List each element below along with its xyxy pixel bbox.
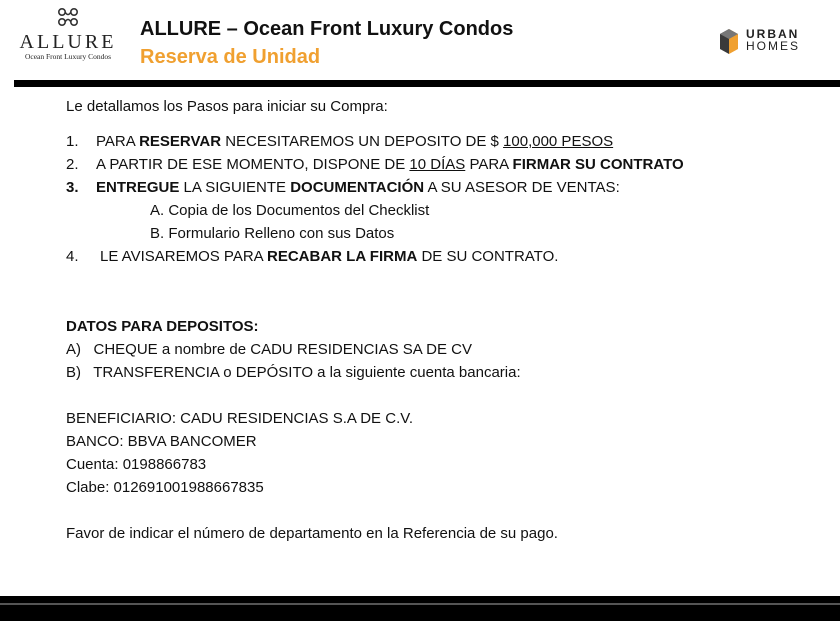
deadline-days: 10 DÍAS — [409, 156, 466, 173]
step-2 — [66, 153, 826, 176]
step-number: 3. — [66, 179, 79, 196]
bank-clabe: Clabe: 012691001988667835 — [66, 479, 264, 496]
step-4 — [66, 245, 826, 268]
bank-beneficiary: BENEFICIARIO: CADU RESIDENCIAS S.A DE C.V. — [66, 410, 414, 427]
deposit-option-b: B) TRANSFERENCIA o DEPÓSITO a la siguiente cuenta bancaria: — [66, 364, 521, 381]
allure-logo-word: ALLURE — [19, 31, 117, 53]
allure-logo — [18, 6, 118, 61]
deposits-heading-text: DATOS PARA DEPOSITOS: — [66, 318, 259, 335]
document-subtitle: Reserva de Unidad — [140, 46, 321, 68]
urban-homes-logo — [716, 24, 816, 64]
step-3-subitem-a: A. Copia de los Documentos del Checklist — [150, 202, 430, 219]
step-3 — [66, 176, 826, 199]
step-emphasis: ENTREGUE — [96, 179, 180, 196]
step-number: 4. — [66, 248, 79, 265]
step-text: A SU ASESOR DE VENTAS: — [424, 179, 620, 196]
footer-bar — [0, 596, 840, 621]
step-text: A PARTIR DE ESE MOMENTO, DISPONE DE — [96, 156, 410, 173]
step-text: NECESITAREMOS UN DEPOSITO DE $ — [221, 133, 504, 150]
step-text: LA SIGUIENTE — [179, 179, 291, 196]
urban-homes-wordmark — [746, 28, 800, 52]
header-divider — [14, 80, 840, 87]
document-body — [66, 95, 826, 545]
intro-text: Le detallamos los Pasos para iniciar su Compra: — [66, 98, 388, 115]
document-title: ALLURE – Ocean Front Luxury Condos — [140, 18, 514, 40]
payment-reference-note: Favor de indicar el número de departamento en la Referencia de su pago. — [66, 525, 558, 542]
footer-divider — [0, 603, 840, 605]
deposit-option-a: A) CHEQUE a nombre de CADU RESIDENCIAS SA DE CV — [66, 341, 472, 358]
step-emphasis: RECABAR LA FIRMA — [267, 248, 418, 265]
bank-name: BANCO: BBVA BANCOMER — [66, 433, 257, 450]
document-header — [0, 0, 840, 92]
step-3-subitem-b: B. Formulario Relleno con sus Datos — [150, 225, 395, 242]
urban-homes-word-top: URBAN — [746, 27, 800, 41]
step-text: LE AVISAREMOS PARA — [100, 248, 268, 265]
allure-logo-tagline: Ocean Front Luxury Condos — [24, 52, 112, 61]
step-number: 2. — [66, 156, 79, 173]
step-1 — [66, 130, 826, 153]
urban-homes-word-bottom: HOMES — [746, 39, 801, 53]
allure-emblem-icon — [55, 6, 81, 28]
step-emphasis: FIRMAR SU CONTRATO — [512, 156, 684, 173]
deposits-heading — [66, 315, 826, 338]
step-text: DE SU CONTRATO. — [417, 248, 559, 265]
urban-homes-cube-icon — [716, 24, 742, 58]
deposit-amount: 100,000 PESOS — [503, 133, 614, 150]
step-text: PARA — [465, 156, 513, 173]
step-emphasis: DOCUMENTACIÓN — [290, 179, 425, 196]
step-emphasis: RESERVAR — [139, 133, 222, 150]
bank-account: Cuenta: 0198866783 — [66, 456, 207, 473]
step-text: PARA — [96, 133, 140, 150]
step-number: 1. — [66, 133, 79, 150]
